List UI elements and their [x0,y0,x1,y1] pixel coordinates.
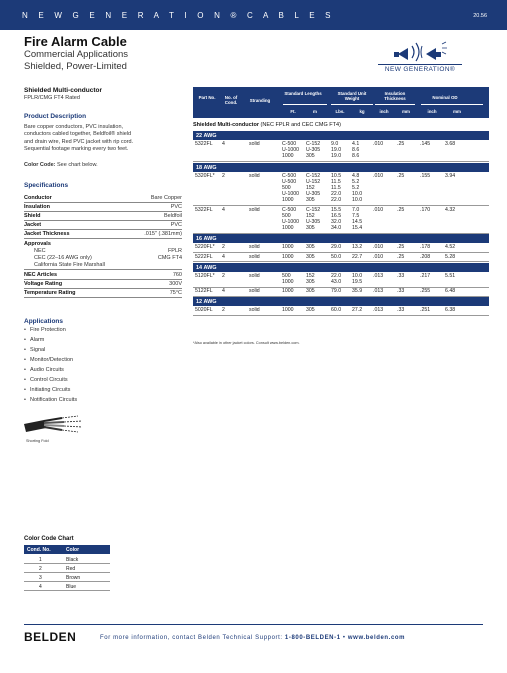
color-chart-col-cond: Cond. No. [27,547,51,553]
insulation-inch: .013 [373,272,384,279]
cell-lbs: 34.0 [331,225,342,232]
cell-kg: 10.0 [352,191,363,198]
cell-kg: 4.1 [352,141,360,147]
part-number: 5322FL [195,141,213,147]
cell-ft: 1000 [282,253,294,260]
cond-number: 2 [39,565,42,572]
cell-m: 305 [306,288,315,295]
contact-text: For more information, contact Belden Technical Support: [100,635,285,641]
cell-ft: 1000 [282,197,294,204]
contact-separator: • [340,635,348,641]
cell-lbs: 50.0 [331,253,342,260]
color-chart-row [24,573,110,582]
insulation-mm: .25 [397,244,405,251]
product-rating: FPLR/CMG FT4 Rated [24,95,80,101]
spec-row [24,203,182,212]
cell-lbs: 19.0 [331,147,342,154]
spec-value: Beldfoil [163,213,182,219]
cell-kg: 22.7 [352,253,363,260]
cell-ft: U-1000 [282,191,300,198]
color-code-note [24,162,98,169]
od-inch: .251 [420,307,431,314]
od-inch: .178 [420,244,431,251]
cell-ft: C-500 [282,172,297,179]
cell-m: 305 [306,307,315,314]
spec-value: .015" (.381mm) [144,231,182,237]
insulation-mm: .25 [397,141,405,147]
description-line: Sequential footage marking every two feet. [24,146,129,153]
cond-number: 1 [39,556,42,563]
cable-illustration-icon [22,412,92,436]
color-chart-col-color: Color [66,547,80,553]
cell-kg: 13.2 [352,244,363,251]
cell-ft: 1000 [282,244,294,251]
awg-group-header: 22 AWG [193,131,489,140]
stranding: solid [249,244,260,251]
spec-value: PVC [170,222,182,228]
cell-m: 305 [306,225,315,232]
cell-ft: U-1000 [282,218,300,225]
product-heading: Shielded Multi-conductor [24,87,102,94]
cond-count: 2 [222,307,225,314]
insulation-inch: .010 [373,141,384,147]
spec-row [24,271,182,280]
cell-m: 152 [306,212,315,219]
description-line: and drain wire, Red PVC jacket with rip cord. [24,138,134,145]
cell-lbs: 79.0 [331,288,342,295]
cond-count: 4 [222,141,225,147]
col-part: Part No. [198,95,216,100]
row-divider [193,261,489,262]
insulation-mm: .25 [397,253,405,260]
cell-lbs: 11.5 [331,184,341,191]
od-mm: 4.32 [445,206,456,213]
od-mm: 5.51 [445,272,456,279]
color-chart-row [24,582,110,591]
col-ft: Ft. [290,109,296,114]
awg-group-header: 16 AWG [193,234,489,243]
cell-m: 305 [306,278,315,285]
cell-m: U-152 [306,178,321,185]
part-number: 5322FL [195,206,213,213]
application-item: • Initiating Circuits [30,387,70,393]
spec-row [24,230,182,239]
part-number: 5222FL [195,253,213,260]
header-bar [0,0,507,30]
specifications-heading: Specifications [24,182,69,189]
contact-web-link[interactable]: www.belden.com [347,635,406,641]
od-mm: 5.28 [445,253,456,260]
spec-value: 300V [169,281,182,287]
insulation-inch: .010 [373,253,384,260]
cond-count: 2 [222,272,225,279]
stranding: solid [249,206,260,213]
cell-ft: 500 [282,184,291,191]
row-divider [193,205,489,206]
cell-ft: 500 [282,212,291,219]
insulation-inch: .013 [373,288,384,295]
cell-lbs: 19.0 [331,153,342,160]
spec-key: Conductor [24,195,52,201]
spec-row [24,212,182,221]
header-divider [421,104,483,105]
stranding: solid [249,141,260,147]
part-number: 5020FL [195,307,213,314]
color-chart-header [24,545,110,554]
cond-count: 4 [222,253,225,260]
cond-number: 4 [39,583,42,590]
cell-m: 305 [306,153,315,160]
cell-kg: 7.5 [352,212,360,219]
application-item: • Signal [30,347,45,353]
od-mm: 3.94 [445,172,456,179]
row-divider [193,287,489,288]
spec-key: Voltage Rating [24,281,63,287]
awg-group-header: 18 AWG [193,163,489,172]
page-number: 20.56 [473,13,487,19]
stranding: solid [249,172,260,179]
insulation-inch: .013 [373,307,384,314]
cell-kg: 8.6 [352,153,360,160]
application-item: • Fire Protection [30,327,66,333]
cell-m: U-305 [306,191,321,198]
col-stranding: Stranding [249,98,271,103]
od-inch: .217 [420,272,431,279]
insulation-inch: .010 [373,172,384,179]
cell-m: 305 [306,253,315,260]
cell-lbs: 60.0 [331,307,342,314]
table-row [193,207,489,234]
approval-key: CEC (22–16 AWG only) [34,255,92,261]
col-kg: kg [359,109,365,114]
cell-ft: 500 [282,272,291,279]
cond-count: 4 [222,288,225,295]
table-subtitle [193,122,341,128]
cond-color: Brown [66,574,81,581]
spec-row [24,194,182,203]
new-generation-logo [378,40,462,74]
cond-color: Blue [66,583,77,590]
cell-kg: 5.2 [352,184,360,191]
col-ins-inch: inch [379,109,389,114]
row-divider [193,233,489,234]
stranding: solid [249,307,260,314]
approval-value: FPLR [167,248,182,254]
belden-logo: BELDEN [24,630,77,644]
application-item: • Control Circuits [30,377,68,383]
header-divider [331,104,373,105]
col-cond: No. of Cond. [224,95,238,106]
stranding: solid [249,288,260,295]
cell-lbs: 10.5 [331,172,342,179]
table-subtitle-rest: (NEC FPLR and CEC CMG FT4) [259,122,341,128]
cell-lbs: 9.0 [331,141,339,147]
insulation-mm: .33 [397,288,405,295]
color-chart-row [24,564,110,573]
insulation-mm: .25 [397,206,405,213]
spec-value: PVC [170,204,182,210]
spec-row [24,280,182,289]
spec-key: Temperature Rating [24,290,76,296]
cable-caption: Shorting Fold [26,439,49,443]
spec-key: Jacket Thickness [24,231,70,237]
application-item: • Alarm [30,337,44,343]
cond-color: Red [66,565,76,572]
divider [24,269,182,270]
color-chart-row [24,555,110,564]
header-divider [375,104,415,105]
spec-row [24,221,182,230]
table-row [193,173,489,206]
cond-count: 2 [222,244,225,251]
cell-m: 305 [306,244,315,251]
horn-logo-icon [392,40,448,62]
awg-group-header: 14 AWG [193,263,489,272]
col-std-lengths: Standard Lengths [284,91,322,96]
cell-lbs: 43.0 [331,278,342,285]
cell-ft: C-500 [282,141,297,147]
logo-text: NEW GENERATION® [378,64,462,73]
table-footnote: *Also available in other jacket colors. Consult www.belden.com. [193,341,300,345]
cell-kg: 35.9 [352,288,363,295]
cond-color: Black [66,556,79,563]
insulation-mm: .33 [397,307,405,314]
description-line: Bare copper conductors, PVC insulation, [24,124,124,130]
footer-contact [100,635,405,641]
cell-kg: 27.2 [352,307,363,314]
cell-m: C-152 [306,172,321,179]
contact-phone: 1-800-BELDEN-1 [284,635,341,641]
application-item: • Audio Circuits [30,367,64,373]
cell-lbs: 22.0 [331,197,342,204]
od-mm: 6.48 [445,288,456,295]
application-item: • Notification Circuits [30,397,77,403]
cell-kg: 10.0 [352,272,363,279]
col-ins-mm: mm [402,109,410,114]
cell-m: C-152 [306,141,321,147]
cell-ft: U-500 [282,178,297,185]
approval-key: California State Fire Marshall [34,262,105,268]
approval-value: CMG FT4 [157,255,182,261]
spec-key: Insulation [24,204,50,210]
row-divider [193,315,489,316]
awg-group-header: 12 AWG [193,297,489,306]
cell-m: C-152 [306,206,321,213]
part-number: 5220FL* [195,244,215,251]
cond-number: 3 [39,574,42,581]
cell-lbs: 29.0 [331,244,342,251]
od-mm: 4.52 [445,244,456,251]
cell-kg: 4.8 [352,172,360,179]
insulation-mm: .25 [397,172,405,179]
spec-value: 75°C [169,290,182,296]
approval-key: NEC [34,248,46,254]
col-m: m [313,109,317,114]
od-inch: .145 [420,141,431,147]
subtitle-line-1: Commercial Applications [24,49,129,60]
cell-ft: 1000 [282,288,294,295]
insulation-inch: .010 [373,206,384,213]
table-header [193,87,489,118]
table-row [193,273,489,287]
insulation-inch: .010 [373,244,384,251]
stranding: solid [249,272,260,279]
cell-m: 152 [306,184,315,191]
od-inch: .170 [420,206,431,213]
cell-kg: 8.6 [352,147,360,154]
footer-rule [24,624,483,625]
od-mm: 6.38 [445,307,456,314]
description-line: conductors cabled together, Beldfoil® shield [24,131,132,138]
insulation-mm: .33 [397,272,405,279]
cell-kg: 15.4 [352,225,363,232]
table-subtitle-bold: Shielded Multi-conductor [193,122,259,128]
row-divider [193,296,489,297]
od-inch: .155 [420,172,431,179]
cell-kg: 5.2 [352,178,360,185]
cell-m: 305 [306,197,315,204]
col-insulation: Insulation Thickness [384,91,406,102]
cell-ft: 1000 [282,307,294,314]
spec-key: Jacket [24,222,42,228]
col-od-inch: inch [427,109,437,114]
subtitle-line-2: Shielded, Power-Limited [24,61,127,72]
od-mm: 3.68 [445,141,456,147]
table-row [193,141,489,162]
cell-m: U-305 [306,147,321,154]
od-inch: .208 [420,253,431,260]
cell-lbs: 32.0 [331,218,342,225]
spec-value: 760 [172,272,182,278]
stranding: solid [249,253,260,260]
col-od-mm: mm [453,109,461,114]
cell-lbs: 16.5 [331,212,342,219]
cell-ft: 1000 [282,153,294,160]
col-std-weight: Standard Unit Weight [337,91,367,102]
cell-lbs: 22.0 [331,272,342,279]
row-divider [193,252,489,253]
cell-m: U-305 [306,218,321,225]
col-od: Nominal OD [432,95,458,100]
color-code-text: See chart below. [57,162,98,168]
spec-value: Bare Copper [150,195,182,201]
col-lbs: Lbs. [335,109,345,114]
part-number: 5120FL* [195,272,215,279]
cell-m: 152 [306,272,315,279]
cell-kg: 19.5 [352,278,363,285]
cell-kg: 7.0 [352,206,360,213]
spec-row [24,289,182,298]
applications-heading: Applications [24,318,64,325]
part-number: 5320FL* [195,172,215,179]
cell-ft: 1000 [282,225,294,232]
row-divider [193,161,489,162]
description-heading: Product Description [24,113,87,120]
page-title: Fire Alarm Cable [24,34,127,49]
cond-count: 2 [222,172,225,179]
cell-ft: C-500 [282,206,297,213]
cell-lbs: 11.5 [331,178,341,185]
approvals-label: Approvals [24,241,51,247]
brand-banner: N E W G E N E R A T I O N ® C A B L E S [22,11,335,20]
color-chart-title: Color Code Chart [24,536,74,542]
cell-lbs: 15.5 [331,206,342,213]
cell-kg: 10.0 [352,197,363,204]
od-inch: .255 [420,288,431,295]
header-divider [283,104,327,105]
cell-lbs: 22.0 [331,191,342,198]
part-number: 5122FL [195,288,213,295]
description-text [24,124,184,154]
cell-kg: 14.5 [352,218,363,225]
spec-key: NEC Articles [24,272,58,278]
color-code-label: Color Code: [24,162,56,168]
spec-key: Shield [24,213,41,219]
cell-ft: 1000 [282,278,294,285]
application-item: • Monitor/Detection [30,357,73,363]
cond-count: 4 [222,206,225,213]
cell-ft: U-1000 [282,147,300,154]
